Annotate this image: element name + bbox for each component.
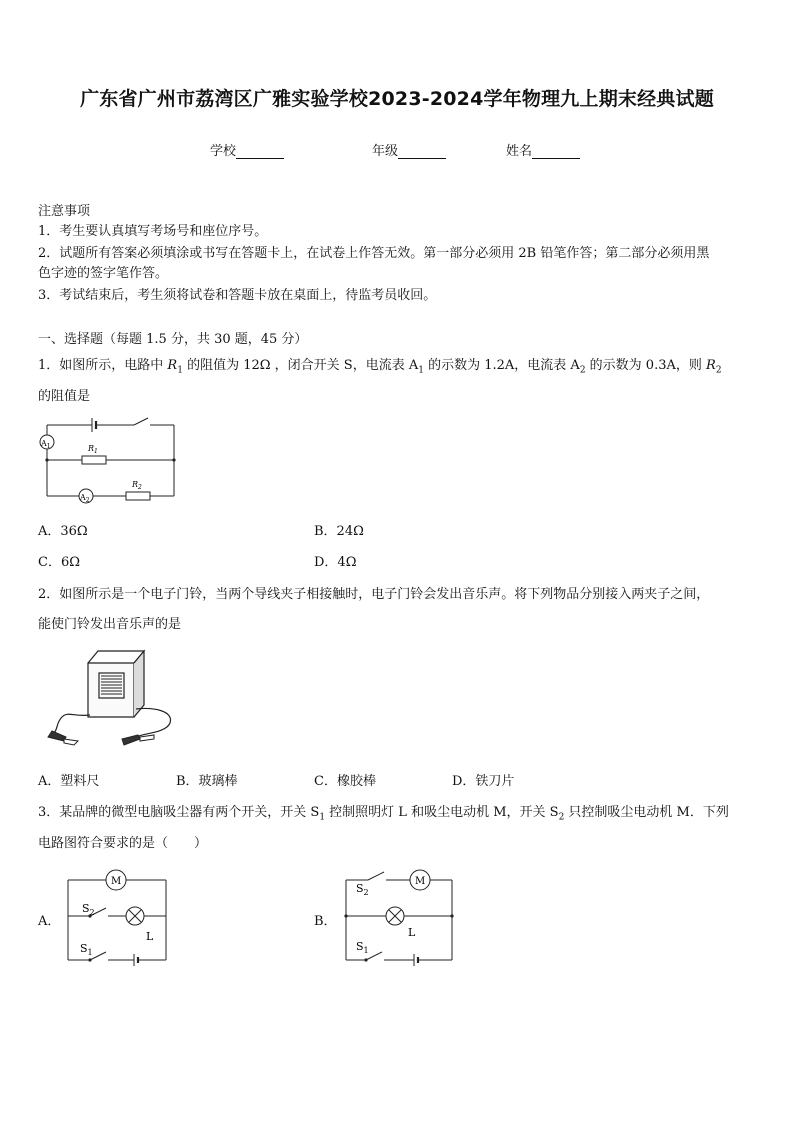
- q1-option-b[interactable]: B．24Ω: [314, 524, 364, 539]
- grade-field[interactable]: [372, 140, 446, 159]
- name-label: 姓名: [506, 144, 533, 159]
- q1-option-d[interactable]: D．4Ω: [314, 555, 357, 570]
- motor-label: M: [415, 876, 426, 887]
- school-field[interactable]: [210, 140, 284, 159]
- q3-option-a[interactable]: A．: [38, 914, 61, 929]
- q2-option-a[interactable]: A．塑料尺: [38, 774, 100, 789]
- q1-option-a[interactable]: A．36Ω: [38, 524, 88, 539]
- switch-s1-label: $S_1$: [356, 940, 369, 955]
- doorbell-image: [44, 645, 186, 755]
- notice-item: 1．考生要认真填写考场号和座位序号。: [38, 224, 268, 239]
- notice-item: 色字迹的签字笔作答。: [38, 266, 169, 281]
- question-3-text: 3．某品牌的微型电脑吸尘器有两个开关，开关 $S_1$ 控制照明灯 L 和吸尘电动机 M，开关 $S_2$ 只控制吸尘电动机 M．下列: [38, 805, 729, 823]
- ammeter-a1-label: $A_1$: [41, 439, 51, 450]
- name-blank[interactable]: [532, 146, 580, 159]
- resistor-r2-label: $R_2$: [132, 480, 142, 491]
- school-label: 学校: [210, 144, 237, 159]
- question-3-text-line2: 电路图符合要求的是（ ）: [38, 836, 208, 851]
- notice-item: 3．考试结束后，考生须将试卷和答题卡放在桌面上，待监考员收回。: [38, 288, 437, 303]
- notice-heading: 注意事项: [38, 204, 91, 219]
- q2-option-b[interactable]: B．玻璃棒: [176, 774, 238, 789]
- grade-blank[interactable]: [398, 146, 446, 159]
- switch-s2-label: $S_2$: [356, 882, 369, 897]
- section-heading: 一、选择题（每题 1.5 分，共 30 题，45 分）: [38, 332, 308, 347]
- school-blank[interactable]: [236, 146, 284, 159]
- resistor-r1-label: $R_1$: [88, 444, 98, 455]
- q2-option-d[interactable]: D．铁刀片: [452, 774, 515, 789]
- notice-item: 2．试题所有答案必须填涂或书写在答题卡上，在试卷上作答无效。第一部分必须用 2B 铅笔作答；第二部分必须用黑: [38, 246, 710, 261]
- q1-option-c[interactable]: C．6Ω: [38, 555, 80, 570]
- motor-label: M: [111, 876, 122, 887]
- q2-option-c[interactable]: C．橡胶棒: [314, 774, 376, 789]
- name-field[interactable]: [506, 140, 580, 159]
- question-1-text: 1．如图所示，电路中 $R_1$ 的阻值为 12Ω ，闭合开关 S，电流表 $A_1$ 的示数为 1.2A，电流表 $A_2$ 的示数为 0.3A，则 $R_2$: [38, 358, 722, 376]
- lamp-label: L: [408, 926, 416, 939]
- switch-s1-label: $S_1$: [80, 942, 93, 957]
- ammeter-a2-label: $A_2$: [80, 493, 90, 504]
- question-2-text-line2: 能使门铃发出音乐声的是: [38, 617, 182, 632]
- grade-label: 年级: [372, 144, 399, 159]
- switch-s2-label: $S_2$: [82, 902, 95, 917]
- page-title: 广东省广州市荔湾区广雅实验学校2023-2024学年物理九上期末经典试题: [80, 88, 714, 110]
- question-2-text: 2．如图所示是一个电子门铃，当两个导线夹子相接触时，电子门铃会发出音乐声。将下列物品分别接入两夹子之间，: [38, 587, 710, 602]
- circuit-diagram-q3-b: [338, 862, 458, 970]
- lamp-label: L: [146, 930, 154, 943]
- question-1-text-line2: 的阻值是: [38, 389, 91, 404]
- circuit-diagram-q3-a: [60, 868, 172, 972]
- circuit-diagram-q1: [36, 412, 182, 508]
- q3-option-b[interactable]: B．: [314, 914, 337, 929]
